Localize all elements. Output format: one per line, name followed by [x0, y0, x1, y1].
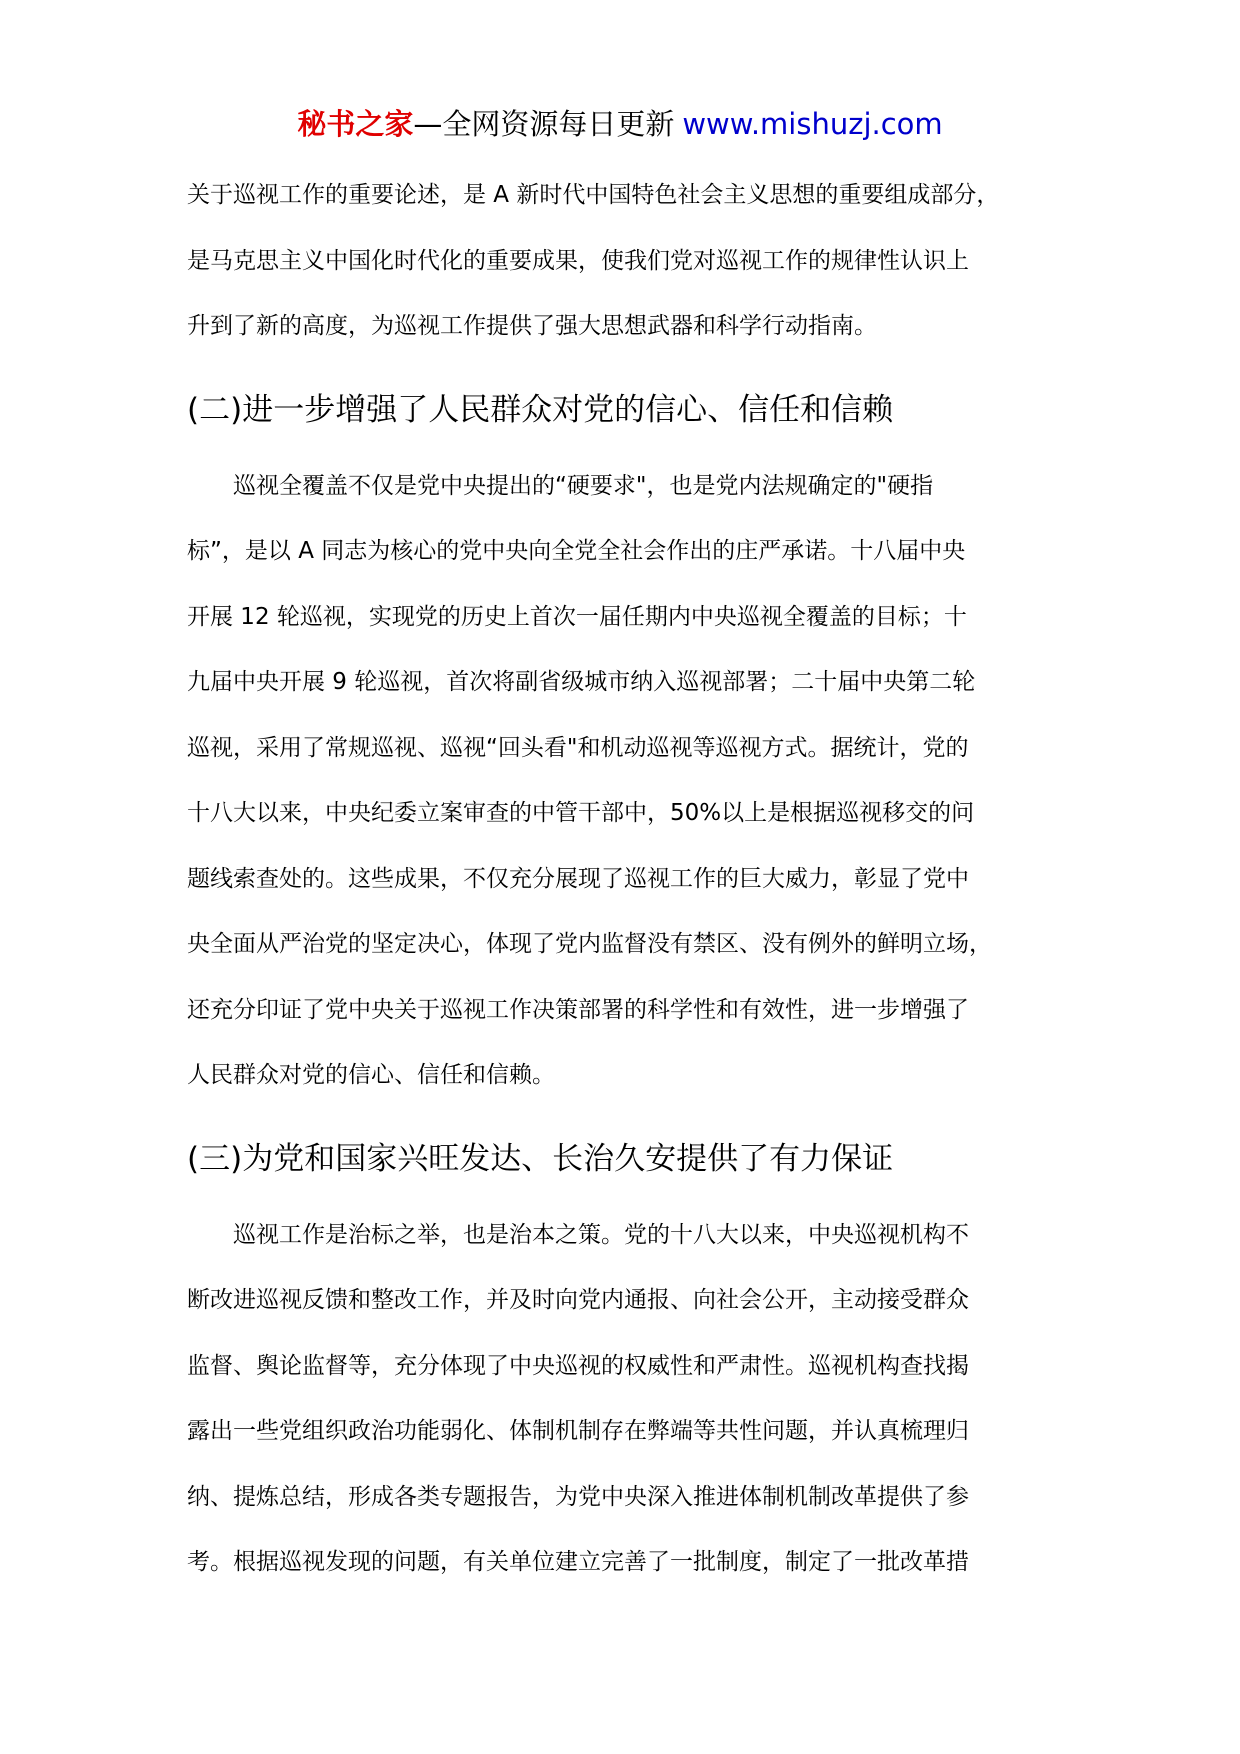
section-heading-2: (二)进一步增强了人民群众对党的信心、信任和信赖 — [187, 391, 894, 428]
paragraph-line: 监督、舆论监督等，充分体现了中央巡视的权威性和严肃性。巡视机构查找揭 — [187, 1352, 969, 1379]
paragraph-line: 考。根据巡视发现的问题，有关单位建立完善了一批制度，制定了一批改革措 — [187, 1549, 969, 1575]
site-url-link[interactable]: www.mishuzj.com — [682, 107, 943, 141]
paragraph-line: 标”，是以 A 同志为核心的党中央向全党全社会作出的庄严承诺。十八届中央 — [187, 538, 966, 564]
site-slogan: —全网资源每日更新 — [413, 107, 675, 141]
paragraph-line: 央全面从严治党的坚定决心，体现了党内监督没有禁区、没有例外的鲜明立场， — [187, 931, 992, 957]
paragraph-line: 巡视，采用了常规巡视、巡视“回头看"和机动巡视等巡视方式。据统计，党的 — [187, 734, 969, 761]
document-body — [187, 163, 1067, 1596]
paragraph-line: 人民群众对党的信心、信任和信赖。 — [187, 1062, 555, 1088]
paragraph-2 — [187, 454, 1067, 1109]
paragraph-line: 题线索查处的。这些成果，不仅充分展现了巡视工作的巨大威力，彰显了党中 — [187, 865, 969, 892]
paragraph-line: 关于巡视工作的重要论述，是 A 新时代中国特色社会主义思想的重要组成部分， — [187, 182, 1000, 208]
paragraph-3 — [187, 1203, 1067, 1596]
paragraph-line: 升到了新的高度，为巡视工作提供了强大思想武器和科学行动指南。 — [187, 313, 877, 339]
paragraph-line: 露出一些党组织政治功能弱化、体制机制存在弊端等共性问题，并认真梳理归 — [187, 1418, 969, 1444]
paragraph-line: 巡视工作是治标之举，也是治本之策。党的十八大以来，中央巡视机构不 — [233, 1221, 969, 1248]
paragraph-line: 是马克思主义中国化时代化的重要成果，使我们党对巡视工作的规律性认识上 — [187, 247, 969, 274]
paragraph-line: 断改进巡视反馈和整改工作，并及时向党内通报、向社会公开，主动接受群众 — [187, 1287, 969, 1313]
paragraph-line: 纳、提炼总结，形成各类专题报告，为党中央深入推进体制机制改革提供了参 — [187, 1483, 969, 1510]
paragraph-line: 巡视全覆盖不仅是党中央提出的“硬要求"，也是党内法规确定的"硬指 — [233, 472, 934, 499]
paragraph-line: 开展 12 轮巡视，实现党的历史上首次一届任期内中央巡视全覆盖的目标；十 — [187, 603, 967, 630]
site-header — [0, 104, 1240, 144]
paragraph-line: 十八大以来，中央纪委立案审查的中管干部中，50%以上是根据巡视移交的问 — [187, 800, 975, 826]
section-heading-3: (三)为党和国家兴旺发达、长治久安提供了有力保证 — [187, 1140, 894, 1177]
paragraph-line: 还充分印证了党中央关于巡视工作决策部署的科学性和有效性，进一步增强了 — [187, 996, 969, 1023]
site-brand: 秘书之家 — [297, 107, 414, 141]
paragraph-line: 九届中央开展 9 轮巡视，首次将副省级城市纳入巡视部署；二十届中央第二轮 — [187, 669, 976, 695]
paragraph-1 — [187, 163, 1067, 360]
